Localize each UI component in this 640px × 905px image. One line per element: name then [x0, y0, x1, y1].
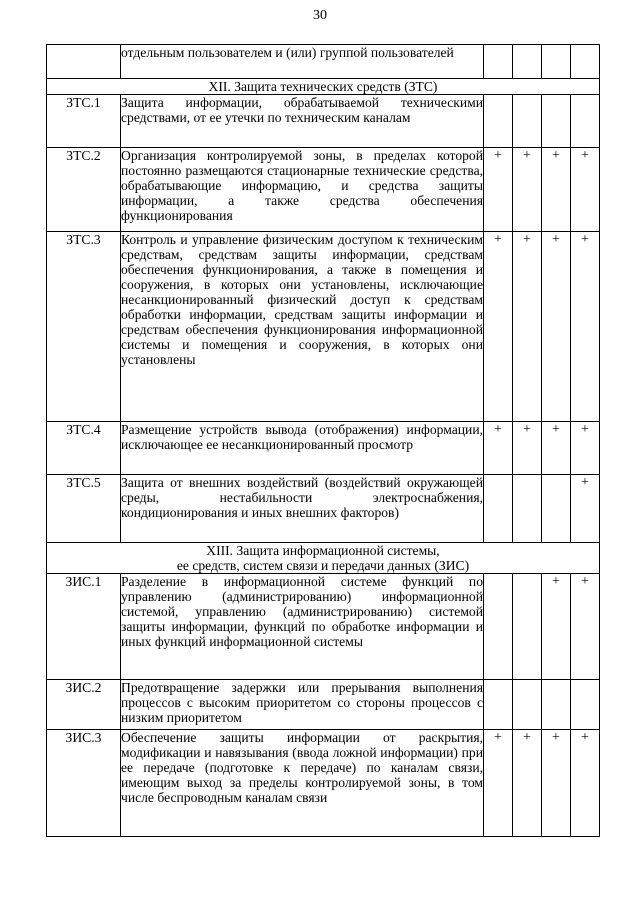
level-mark-2: [513, 95, 542, 148]
measure-code: ЗТС.2: [47, 148, 121, 232]
level-mark-1: +: [484, 730, 513, 837]
level-mark-3: [542, 475, 571, 543]
measure-description: Организация контролируемой зоны, в пределах которой постоянно размещаются стационарные технические средства, обрабатывающие информацию, и средства защиты информации, а также средства обеспечения функционирования: [121, 148, 484, 232]
measure-description: Контроль и управление физическим доступом к техническим средствам, средствам защиты информации, средствам обеспечения функционирования, а также в помещения и сооружения, в которых они установлены, исключающие несанкционированный физический доступ к средствам обработки информации, средствам защиты информации и средствам обеспечения функционирования информационной системы и помещения и сооружения, в которых они установлены: [121, 232, 484, 422]
level-mark-3: [542, 95, 571, 148]
measure-code: ЗИС.1: [47, 574, 121, 680]
measure-description: Защита информации, обрабатываемой техническими средствами, от ее утечки по техническим каналам: [121, 95, 484, 148]
table-row: [47, 730, 600, 837]
level-mark-4: +: [571, 574, 600, 680]
measure-description: Защита от внешних воздействий (воздействий окружающей среды, нестабильности электроснабжения, кондиционирования и иных внешних факторов): [121, 475, 484, 543]
measure-code: ЗТС.3: [47, 232, 121, 422]
level-mark-3: +: [542, 148, 571, 232]
table-row: [47, 680, 600, 730]
measure-code: ЗТС.5: [47, 475, 121, 543]
table-row: [47, 232, 600, 422]
section-title: XII. Защита технических средств (ЗТС): [47, 79, 600, 95]
level-mark-4: +: [571, 232, 600, 422]
level-mark-2: [513, 475, 542, 543]
section-header-row: [47, 543, 600, 574]
level-mark-1: +: [484, 422, 513, 475]
measure-description: Размещение устройств вывода (отображения) информации, исключающее ее несанкционированный просмотр: [121, 422, 484, 475]
level-mark-2: [513, 680, 542, 730]
measure-code: [47, 45, 121, 79]
level-mark-3: +: [542, 232, 571, 422]
level-mark-3: +: [542, 574, 571, 680]
level-mark-3: [542, 680, 571, 730]
measure-code: ЗТС.1: [47, 95, 121, 148]
level-mark-2: +: [513, 730, 542, 837]
level-mark-4: [571, 95, 600, 148]
level-mark-2: +: [513, 148, 542, 232]
table-row: [47, 148, 600, 232]
level-mark-1: [484, 475, 513, 543]
level-mark-4: +: [571, 475, 600, 543]
level-mark-4: [571, 45, 600, 79]
level-mark-2: [513, 574, 542, 680]
level-mark-4: [571, 680, 600, 730]
section-header-row: [47, 79, 600, 95]
measures-table: [46, 44, 600, 837]
level-mark-1: [484, 680, 513, 730]
table-row: [47, 422, 600, 475]
measure-code: ЗИС.2: [47, 680, 121, 730]
level-mark-3: [542, 45, 571, 79]
table-body: [47, 45, 600, 837]
level-mark-3: +: [542, 422, 571, 475]
level-mark-1: +: [484, 148, 513, 232]
level-mark-3: +: [542, 730, 571, 837]
measure-description: отдельным пользователем и (или) группой пользователей: [121, 45, 484, 79]
table-row: [47, 95, 600, 148]
level-mark-4: +: [571, 148, 600, 232]
page-number: 30: [313, 8, 327, 23]
measure-code: ЗИС.3: [47, 730, 121, 837]
measure-description: Разделение в информационной системе функций по управлению (администрированию) информационной системой, управлению (администрированию) системой защиты информации, функций по обработке информации и иных функций информационной системы: [121, 574, 484, 680]
table-row: [47, 45, 600, 79]
level-mark-1: [484, 95, 513, 148]
level-mark-4: +: [571, 730, 600, 837]
level-mark-1: [484, 574, 513, 680]
level-mark-2: +: [513, 422, 542, 475]
level-mark-1: +: [484, 232, 513, 422]
level-mark-4: +: [571, 422, 600, 475]
measure-description: Обеспечение защиты информации от раскрытия, модификации и навязывания (ввода ложной информации) при ее передаче (подготовке к передаче) по каналам связи, имеющим выход за пределы контролируемой зоны, в том числе беспроводным каналам связи: [121, 730, 484, 837]
level-mark-2: [513, 45, 542, 79]
table-row: [47, 574, 600, 680]
level-mark-1: [484, 45, 513, 79]
table-row: [47, 475, 600, 543]
measure-code: ЗТС.4: [47, 422, 121, 475]
level-mark-2: +: [513, 232, 542, 422]
measure-description: Предотвращение задержки или прерывания выполнения процессов с высоким приоритетом со стороны процессов с низким приоритетом: [121, 680, 484, 730]
section-title: XIII. Защита информационной системы, ее средств, систем связи и передачи данных (ЗИС): [47, 543, 600, 574]
